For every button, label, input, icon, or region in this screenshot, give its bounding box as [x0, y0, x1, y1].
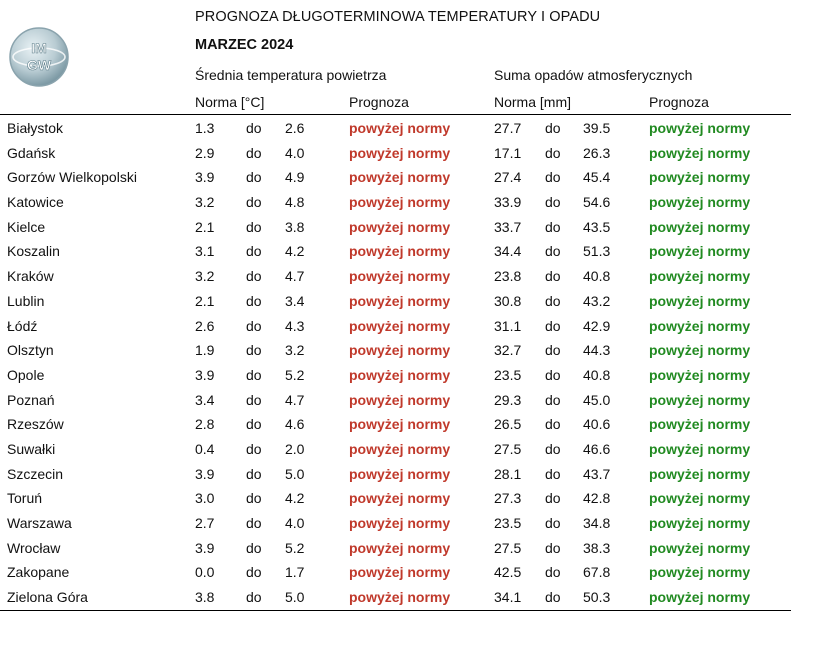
rain-norm-high-cell: 38.3 [583, 539, 611, 556]
temp-norm-low-cell: 0.4 [195, 440, 215, 457]
temp-norm-high-cell: 5.0 [285, 589, 305, 606]
table-row [0, 388, 791, 413]
temp-norm-low-cell: 3.4 [195, 391, 215, 408]
rain-forecast-cell: powyżej normy [649, 268, 751, 285]
rain-norm-high-cell: 46.6 [583, 440, 611, 457]
table-row [0, 486, 791, 511]
table-row [0, 165, 791, 190]
temp-norm-high-cell: 3.4 [285, 292, 305, 309]
temp-forecast-cell: powyżej normy [349, 144, 451, 161]
temp-forecast-cell: powyżej normy [349, 317, 451, 334]
rain-range-separator: do [545, 490, 561, 507]
temp-forecast-cell: powyżej normy [349, 218, 451, 235]
rain-forecast-cell: powyżej normy [649, 169, 751, 186]
temp-norm-low-cell: 1.9 [195, 342, 215, 359]
rain-range-separator: do [545, 317, 561, 334]
rain-forecast-cell: powyżej normy [649, 317, 751, 334]
table-row [0, 215, 791, 240]
page-title: PROGNOZA DŁUGOTERMINOWA TEMPERATURY I OPADU [195, 9, 601, 25]
temp-norm-high-cell: 5.2 [285, 366, 305, 383]
temp-norm-high-cell: 4.6 [285, 416, 305, 433]
city-cell: Wrocław [7, 539, 61, 556]
logo-text-bottom: GW [26, 57, 52, 73]
table-top-rule [0, 114, 791, 115]
temp-norm-low-cell: 3.1 [195, 243, 215, 260]
temperature-group-header: Średnia temperatura powietrza [195, 67, 387, 83]
temp-range-separator: do [246, 243, 262, 260]
city-cell: Opole [7, 366, 45, 383]
temp-forecast-cell: powyżej normy [349, 342, 451, 359]
temp-range-separator: do [246, 144, 262, 161]
temp-norm-high-cell: 5.0 [285, 465, 305, 482]
table-row [0, 116, 791, 141]
rain-range-separator: do [545, 218, 561, 235]
temp-norm-high-cell: 2.6 [285, 120, 305, 136]
table-row [0, 511, 791, 536]
rain-forecast-cell: powyżej normy [649, 440, 751, 457]
temp-range-separator: do [246, 317, 262, 334]
rain-range-separator: do [545, 366, 561, 383]
rain-range-separator: do [545, 194, 561, 211]
rain-norm-low-cell: 26.5 [494, 416, 522, 433]
rain-norm-low-cell: 28.1 [494, 465, 522, 482]
temp-forecast-cell: powyżej normy [349, 564, 451, 581]
temp-range-separator: do [246, 490, 262, 507]
temp-range-separator: do [246, 416, 262, 433]
rain-forecast-cell: powyżej normy [649, 539, 751, 556]
rain-range-separator: do [545, 465, 561, 482]
table-row [0, 239, 791, 264]
page-subtitle: MARZEC 2024 [195, 37, 294, 53]
rain-norm-high-cell: 34.8 [583, 515, 611, 531]
temp-norm-high-cell: 4.9 [285, 169, 305, 186]
table-row [0, 560, 791, 585]
temp-forecast-cell: powyżej normy [349, 539, 451, 556]
temp-range-separator: do [246, 292, 262, 309]
temp-norm-low-cell: 3.2 [195, 268, 215, 285]
temp-norm-high-cell: 1.7 [285, 564, 305, 581]
city-cell: Białystok [7, 120, 64, 136]
temp-forecast-header: Prognoza [349, 94, 409, 110]
rain-norm-high-cell: 43.7 [583, 465, 611, 482]
rain-forecast-cell: powyżej normy [649, 564, 751, 581]
table-row [0, 264, 791, 289]
city-cell: Katowice [7, 194, 64, 211]
temp-range-separator: do [246, 564, 262, 581]
table-row [0, 462, 791, 487]
temp-norm-low-cell: 2.1 [195, 218, 215, 235]
temp-norm-high-cell: 4.8 [285, 194, 305, 211]
rain-norm-high-cell: 51.3 [583, 243, 611, 260]
city-cell: Toruń [7, 490, 43, 507]
rain-range-separator: do [545, 144, 561, 161]
rain-range-separator: do [545, 440, 561, 457]
rain-forecast-cell: powyżej normy [649, 490, 751, 507]
rain-norm-low-cell: 27.7 [494, 120, 522, 136]
table-row [0, 536, 791, 561]
temp-range-separator: do [246, 218, 262, 235]
temp-norm-low-cell: 0.0 [195, 564, 215, 581]
rain-norm-high-cell: 40.6 [583, 416, 611, 433]
temp-forecast-cell: powyżej normy [349, 391, 451, 408]
rain-forecast-cell: powyżej normy [649, 366, 751, 383]
city-cell: Szczecin [7, 465, 64, 482]
city-cell: Koszalin [7, 243, 60, 260]
temp-forecast-cell: powyżej normy [349, 366, 451, 383]
temp-norm-low-cell: 1.3 [195, 120, 215, 136]
rain-norm-high-cell: 40.8 [583, 268, 611, 285]
rain-norm-low-cell: 27.5 [494, 440, 522, 457]
temp-norm-low-cell: 3.9 [195, 169, 215, 186]
temp-forecast-cell: powyżej normy [349, 120, 451, 136]
rain-norm-high-cell: 50.3 [583, 589, 611, 606]
city-cell: Lublin [7, 292, 45, 309]
rain-norm-high-cell: 67.8 [583, 564, 611, 581]
rain-norm-low-cell: 17.1 [494, 144, 522, 161]
temp-norm-high-cell: 3.8 [285, 218, 305, 235]
rain-norm-high-cell: 42.9 [583, 317, 611, 334]
logo-text-top: IM [31, 40, 47, 56]
table-row [0, 141, 791, 166]
temp-norm-low-cell: 2.1 [195, 292, 215, 309]
rain-norm-low-cell: 23.5 [494, 366, 522, 383]
rain-forecast-cell: powyżej normy [649, 515, 751, 531]
temp-range-separator: do [246, 342, 262, 359]
table-bottom-rule [0, 610, 791, 611]
temp-norm-high-cell: 4.0 [285, 144, 305, 161]
temp-norm-low-cell: 3.0 [195, 490, 215, 507]
temp-norm-high-cell: 3.2 [285, 342, 305, 359]
city-cell: Rzeszów [7, 416, 64, 433]
temp-norm-low-cell: 3.9 [195, 366, 215, 383]
temp-norm-low-cell: 2.6 [195, 317, 215, 334]
rain-norm-low-cell: 23.5 [494, 515, 522, 531]
rain-forecast-cell: powyżej normy [649, 342, 751, 359]
table-row [0, 289, 791, 314]
temp-range-separator: do [246, 465, 262, 482]
rain-norm-high-cell: 26.3 [583, 144, 611, 161]
rain-forecast-cell: powyżej normy [649, 243, 751, 260]
temp-forecast-cell: powyżej normy [349, 440, 451, 457]
rain-range-separator: do [545, 342, 561, 359]
imgw-logo-icon [8, 26, 70, 88]
table-row [0, 338, 791, 363]
rain-norm-high-cell: 39.5 [583, 120, 611, 136]
temp-forecast-cell: powyżej normy [349, 515, 451, 531]
rain-norm-low-cell: 33.9 [494, 194, 522, 211]
temp-norm-low-cell: 3.9 [195, 465, 215, 482]
rain-norm-high-cell: 54.6 [583, 194, 611, 211]
temp-range-separator: do [246, 440, 262, 457]
rain-norm-header: Norma [mm] [494, 94, 571, 110]
city-cell: Gdańsk [7, 144, 56, 161]
rain-range-separator: do [545, 268, 561, 285]
rain-norm-low-cell: 27.5 [494, 539, 522, 556]
rain-range-separator: do [545, 292, 561, 309]
temp-norm-low-cell: 3.8 [195, 589, 215, 606]
rain-norm-low-cell: 42.5 [494, 564, 522, 581]
table-row [0, 314, 791, 339]
temp-norm-high-cell: 5.2 [285, 539, 305, 556]
city-cell: Kraków [7, 268, 54, 285]
temp-range-separator: do [246, 589, 262, 606]
rain-range-separator: do [545, 589, 561, 606]
forecast-table [0, 116, 791, 610]
rain-norm-high-cell: 40.8 [583, 366, 611, 383]
temp-forecast-cell: powyżej normy [349, 243, 451, 260]
rain-forecast-cell: powyżej normy [649, 218, 751, 235]
rain-forecast-cell: powyżej normy [649, 416, 751, 433]
temp-forecast-cell: powyżej normy [349, 416, 451, 433]
temp-range-separator: do [246, 366, 262, 383]
table-row [0, 412, 791, 437]
city-cell: Kielce [7, 218, 46, 235]
rain-norm-high-cell: 44.3 [583, 342, 611, 359]
rain-range-separator: do [545, 169, 561, 186]
rain-norm-low-cell: 30.8 [494, 292, 522, 309]
rain-norm-high-cell: 42.8 [583, 490, 611, 507]
temp-range-separator: do [246, 268, 262, 285]
table-row [0, 190, 791, 215]
precipitation-group-header: Suma opadów atmosferycznych [494, 67, 693, 83]
rain-forecast-cell: powyżej normy [649, 194, 751, 211]
rain-norm-low-cell: 33.7 [494, 218, 522, 235]
temp-range-separator: do [246, 169, 262, 186]
rain-norm-low-cell: 32.7 [494, 342, 522, 359]
rain-norm-low-cell: 27.4 [494, 169, 522, 186]
temp-forecast-cell: powyżej normy [349, 465, 451, 482]
table-row [0, 437, 791, 462]
rain-norm-low-cell: 34.1 [494, 589, 522, 606]
city-cell: Zielona Góra [7, 589, 88, 606]
rain-norm-low-cell: 27.3 [494, 490, 522, 507]
city-cell: Gorzów Wielkopolski [7, 169, 137, 186]
table-row [0, 585, 791, 610]
temp-norm-low-cell: 3.9 [195, 539, 215, 556]
rain-range-separator: do [545, 416, 561, 433]
rain-forecast-cell: powyżej normy [649, 120, 751, 136]
rain-forecast-cell: powyżej normy [649, 589, 751, 606]
rain-norm-high-cell: 43.2 [583, 292, 611, 309]
temp-norm-high-cell: 4.0 [285, 515, 305, 531]
city-cell: Poznań [7, 391, 55, 408]
temp-forecast-cell: powyżej normy [349, 490, 451, 507]
temp-norm-low-cell: 3.2 [195, 194, 215, 211]
rain-forecast-cell: powyżej normy [649, 391, 751, 408]
temp-range-separator: do [246, 515, 262, 531]
temp-forecast-cell: powyżej normy [349, 194, 451, 211]
temp-norm-high-cell: 4.7 [285, 391, 305, 408]
rain-range-separator: do [545, 120, 561, 136]
temp-range-separator: do [246, 194, 262, 211]
rain-norm-low-cell: 29.3 [494, 391, 522, 408]
rain-range-separator: do [545, 539, 561, 556]
temp-forecast-cell: powyżej normy [349, 292, 451, 309]
imgw-logo [8, 26, 70, 88]
temp-forecast-cell: powyżej normy [349, 169, 451, 186]
rain-forecast-header: Prognoza [649, 94, 709, 110]
temp-range-separator: do [246, 120, 262, 136]
rain-forecast-cell: powyżej normy [649, 292, 751, 309]
temp-range-separator: do [246, 391, 262, 408]
temp-norm-high-cell: 4.3 [285, 317, 305, 334]
rain-range-separator: do [545, 515, 561, 531]
rain-norm-low-cell: 31.1 [494, 317, 522, 334]
temp-norm-header: Norma [°C] [195, 94, 265, 110]
city-cell: Suwałki [7, 440, 56, 457]
table-row [0, 363, 791, 388]
temp-norm-low-cell: 2.7 [195, 515, 215, 531]
rain-range-separator: do [545, 243, 561, 260]
rain-forecast-cell: powyżej normy [649, 144, 751, 161]
rain-norm-high-cell: 45.4 [583, 169, 611, 186]
rain-range-separator: do [545, 564, 561, 581]
rain-forecast-cell: powyżej normy [649, 465, 751, 482]
temp-norm-high-cell: 2.0 [285, 440, 305, 457]
temp-forecast-cell: powyżej normy [349, 268, 451, 285]
rain-norm-low-cell: 23.8 [494, 268, 522, 285]
temp-forecast-cell: powyżej normy [349, 589, 451, 606]
temp-norm-high-cell: 4.7 [285, 268, 305, 285]
temp-norm-high-cell: 4.2 [285, 490, 305, 507]
city-cell: Warszawa [7, 515, 72, 531]
temp-norm-high-cell: 4.2 [285, 243, 305, 260]
temp-range-separator: do [246, 539, 262, 556]
rain-norm-high-cell: 45.0 [583, 391, 611, 408]
city-cell: Olsztyn [7, 342, 54, 359]
rain-range-separator: do [545, 391, 561, 408]
city-cell: Zakopane [7, 564, 70, 581]
rain-norm-low-cell: 34.4 [494, 243, 522, 260]
temp-norm-low-cell: 2.9 [195, 144, 215, 161]
city-cell: Łódź [7, 317, 38, 334]
rain-norm-high-cell: 43.5 [583, 218, 611, 235]
temp-norm-low-cell: 2.8 [195, 416, 215, 433]
